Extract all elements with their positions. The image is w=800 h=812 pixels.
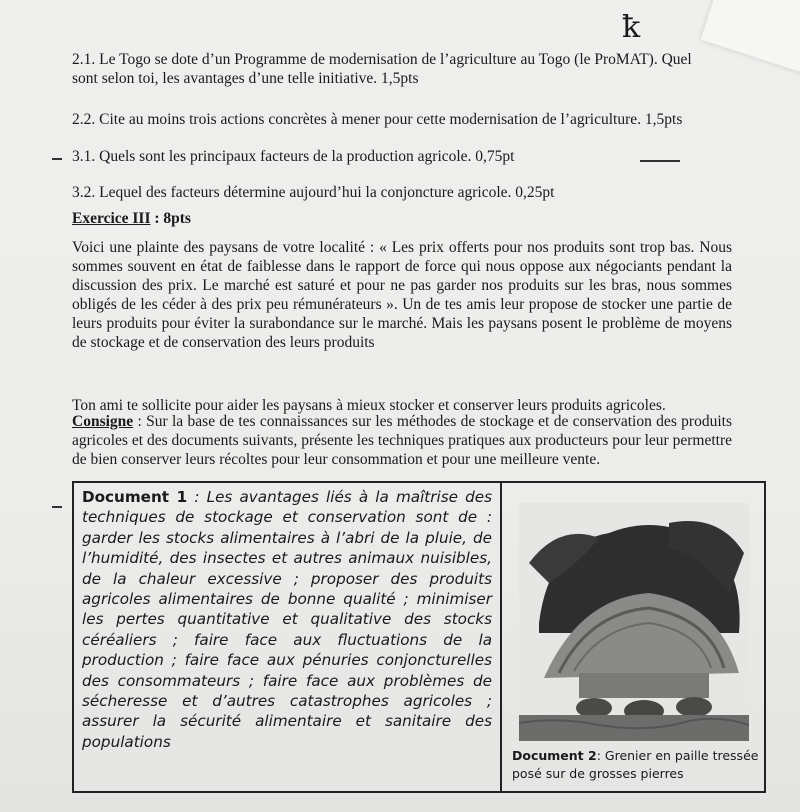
consigne-block: [72, 412, 732, 469]
exercise-heading: [72, 209, 732, 228]
handwritten-mark: ꝁ: [622, 10, 641, 45]
exercise-points: : 8pts: [150, 210, 191, 227]
pen-dash: [52, 506, 62, 508]
intro-paragraph: Voici une plainte des paysans de votre localité : « Les prix offerts pour nos produits sont trop bas. Nous sommes souvent en état de faiblesse dans le rapport de force qui nous oppose aux négociants pendant la discussion des prix. Le marché est saturé et pour ne pas garder nos produits sur les bras, nous sommes obligés de les céder à des prix peu rémunérateurs ». Un de tes amis leur propose de stocker une partie de leurs produits pour éviter la surabondance sur le marché. Mais les paysans posent le problème de moyens de stockage et de conservation des leurs produits: [72, 239, 732, 351]
document-2-caption-text: : Grenier en paille tressée posé sur de grosses pierres: [512, 748, 759, 781]
document-2-title: Document 2: [512, 748, 597, 763]
question-3-1: 3.1. Quels sont les principaux facteurs de la production agricole. 0,75pt: [72, 148, 515, 165]
exercise-title: Exercice III: [72, 210, 151, 227]
consigne-label: Consigne: [72, 413, 134, 430]
document-2-caption: [512, 747, 760, 783]
document-1: [74, 483, 502, 791]
question-2-2: 2.2. Cite au moins trois actions concrètes à mener pour cette modernisation de l’agriculture. 1,5pts: [72, 111, 683, 128]
documents-table: [72, 481, 766, 793]
question-3-2: 3.2. Lequel des facteurs détermine aujourd’hui la conjoncture agricole. 0,25pt: [72, 184, 555, 201]
consigne-text: : Sur la base de tes connaissances sur les méthodes de stockage et de conservation des produits agricoles et des documents suivants, présente les techniques pratiques aux producteurs pour leur permettre de bien conserver leurs récoltes pour leur consommation et pour une meilleure vente.: [72, 413, 732, 468]
friend-line: Ton ami te sollicite pour aider les paysans à mieux stocker et conserver leurs produits agricoles.: [72, 397, 666, 414]
pen-dash: [640, 160, 680, 162]
pen-dash: [52, 158, 62, 160]
document-1-title: Document 1: [82, 488, 188, 506]
granary-photo-icon: [519, 503, 749, 741]
question-2-1-line2: sont selon toi, les avantages d’une telle initiative. 1,5pts: [72, 70, 419, 87]
document-1-text: : Les avantages liés à la maîtrise des techniques de stockage et conservation sont de : garder les stocks alimentaires à l’abri de la pluie, de l’humidité, des insectes et autres animaux nuisibles, de la chaleur excessive ; proposer des produits agricoles alimentaires de bonne qualité ; minimiser les pertes quantitative et qualitative des stocks céréaliers ; faire face aux fluctuations de la production ; faire face aux pénuries conjoncturelles des consommateurs ; faire face aux problèmes de sécheresse et d’autres catastrophes agricoles ; assurer la sécurité alimentaire et sanitaire des populations: [82, 488, 492, 751]
question-2-1-line1: 2.1. Le Togo se dote d’un Programme de modernisation de l’agriculture au Togo (le ProMAT). Quel: [72, 51, 692, 68]
